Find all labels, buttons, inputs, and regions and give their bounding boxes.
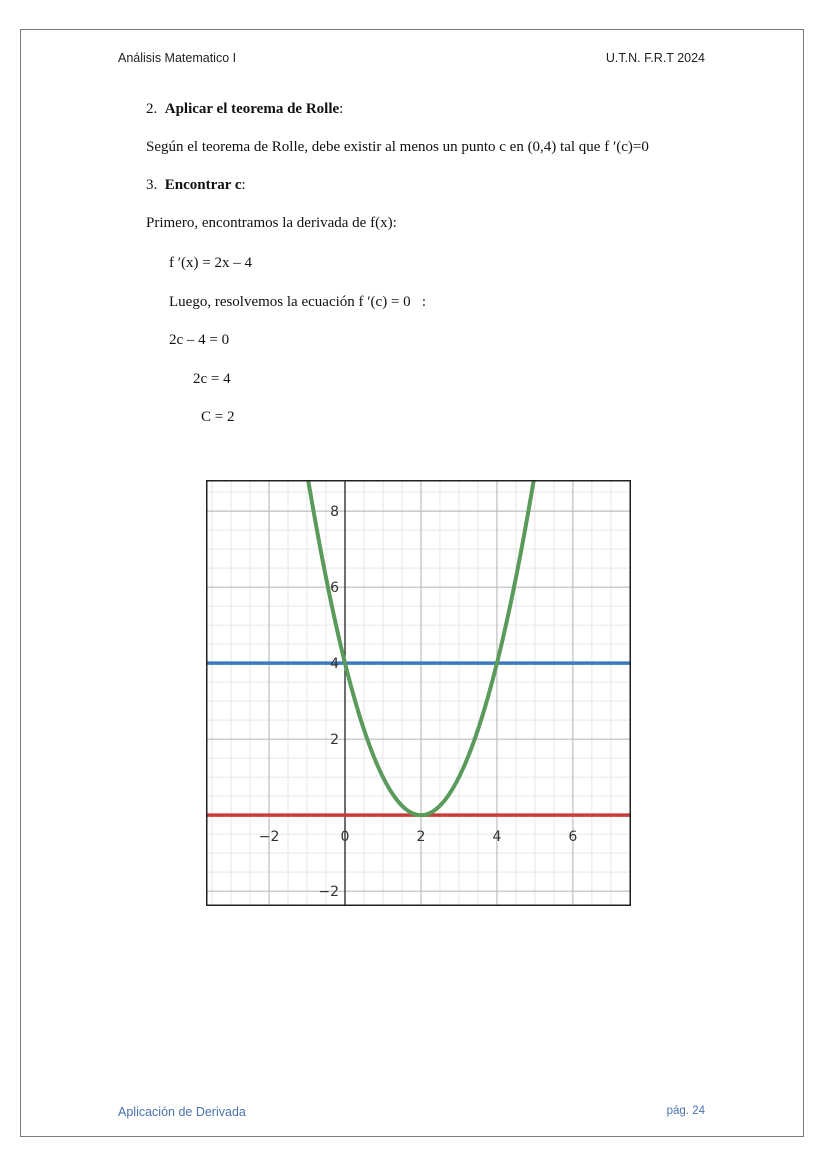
x-tick-label: 4 <box>492 829 502 846</box>
header-course-title: Análisis Matematico I <box>118 51 237 65</box>
x-tick-label: −2 <box>258 829 280 846</box>
rolle-statement: Según el teorema de Rolle, debe existir al menos un punto c en (0,4) tal que f ′(c)=0 <box>146 139 649 155</box>
item-2-heading <box>146 101 343 118</box>
header-institution-year: U.T.N. F.R.T 2024 <box>605 51 705 65</box>
y-tick-label: 2 <box>330 732 340 749</box>
item-3-number: 3. <box>146 177 158 193</box>
x-tick-label: 2 <box>416 829 426 846</box>
item-3-title: Encontrar c <box>164 177 242 193</box>
solve-intro: Luego, resolvemos la ecuación f ′(c) = 0 : <box>169 294 427 310</box>
item-2-number: 2. <box>146 101 158 117</box>
x-tick-label: 0 <box>340 829 350 846</box>
y-tick-label: 8 <box>330 504 340 521</box>
equation-step-1: 2c – 4 = 0 <box>169 332 230 348</box>
footer-page-number: pág. 24 <box>666 1105 705 1117</box>
function-graph <box>206 480 631 906</box>
item-2-suffix: : <box>339 101 344 117</box>
y-tick-label: 4 <box>330 656 340 673</box>
derivative-formula: f ′(x) = 2x – 4 <box>169 255 252 271</box>
item-3-heading <box>146 177 246 194</box>
derivative-intro: Primero, encontramos la derivada de f(x): <box>146 215 397 231</box>
equation-step-3: C = 2 <box>201 409 235 425</box>
item-3-suffix: : <box>241 177 246 193</box>
footer-topic: Aplicación de Derivada <box>118 1105 246 1119</box>
y-tick-label: 6 <box>330 580 340 597</box>
y-tick-label: −2 <box>318 884 340 901</box>
item-2-title: Aplicar el teorema de Rolle <box>164 101 340 117</box>
x-tick-label: 6 <box>568 829 578 846</box>
graph-canvas <box>206 480 631 906</box>
equation-step-2: 2c = 4 <box>193 371 231 387</box>
